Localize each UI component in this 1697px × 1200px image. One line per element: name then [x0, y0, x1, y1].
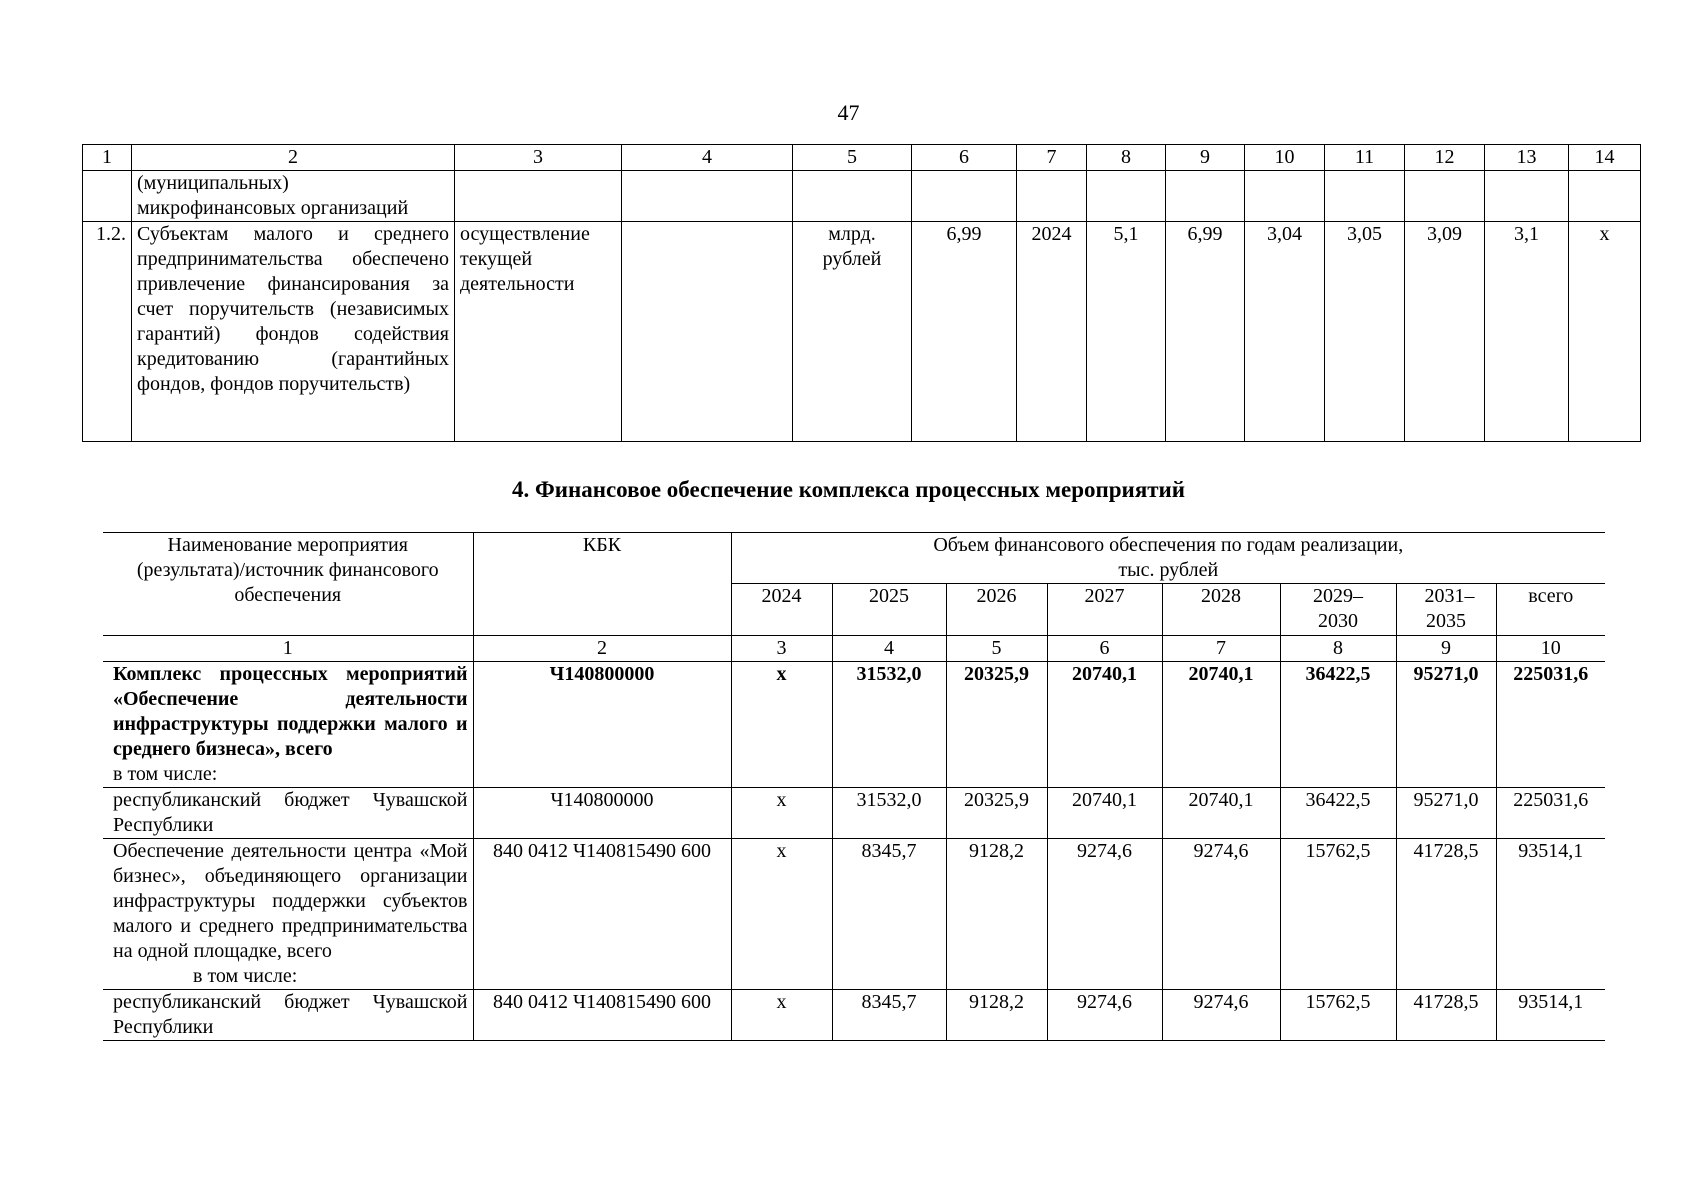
table-row — [103, 990, 1605, 1041]
kbk: 840 0412 Ч140815490 600 — [473, 839, 731, 990]
measure-title: Комплекс процессных мероприятий «Обеспечение деятельности инфраструктуры поддержки малого и среднего бизнеса», всего — [113, 663, 468, 760]
col-number: 2 — [132, 145, 455, 171]
value-cell: 20740,1 — [1047, 662, 1162, 788]
financing-table — [103, 532, 1605, 1041]
table-header-row — [103, 533, 1605, 584]
col-number: 14 — [1569, 145, 1641, 171]
value-2028: 3,05 — [1325, 222, 1405, 442]
col-number: 1 — [103, 636, 473, 662]
value-cell: 9128,2 — [946, 839, 1047, 990]
col-number: 6 — [1047, 636, 1162, 662]
year-header: 2027 — [1047, 584, 1162, 636]
col-number: 4 — [622, 145, 793, 171]
unit: млрд. рублей — [793, 222, 912, 442]
col-number: 5 — [793, 145, 912, 171]
value-cell: х — [731, 662, 832, 788]
measure-title: Обеспечение деятельности центра «Мой бизнес», объединяющего организации инфраструктуры поддержки субъектов малого и среднего предпринимательства на одной площадке, всего — [113, 840, 468, 962]
value-cell: 95271,0 — [1396, 788, 1496, 839]
col-number: 9 — [1396, 636, 1496, 662]
base-year: 2024 — [1017, 222, 1087, 442]
value-cell: 36422,5 — [1280, 662, 1396, 788]
value-2029: 3,09 — [1405, 222, 1485, 442]
year-header: 2024 — [731, 584, 832, 636]
value-cell: 15762,5 — [1280, 990, 1396, 1041]
col-number: 7 — [1017, 145, 1087, 171]
kbk: 840 0412 Ч140815490 600 — [473, 990, 731, 1041]
value-cell: 20740,1 — [1162, 788, 1280, 839]
value-cell: 8345,7 — [832, 839, 946, 990]
col-number: 4 — [832, 636, 946, 662]
value-cell: 20325,9 — [946, 788, 1047, 839]
value-cell: 41728,5 — [1396, 990, 1496, 1041]
responsible: х — [1569, 222, 1641, 442]
col-number: 6 — [912, 145, 1017, 171]
indicator-type: осуществление текущей деятельности — [455, 222, 622, 442]
value-cell: 8345,7 — [832, 990, 946, 1041]
value-cell: х — [731, 990, 832, 1041]
col-number: 7 — [1162, 636, 1280, 662]
year-header: 2028 — [1162, 584, 1280, 636]
col-number: 2 — [473, 636, 731, 662]
col-number: 13 — [1485, 145, 1569, 171]
row-number: 1.2. — [83, 222, 132, 442]
year-header: всего — [1496, 584, 1605, 636]
table-row — [83, 222, 1641, 442]
table-header-row — [83, 145, 1641, 171]
value-cell: 93514,1 — [1496, 839, 1605, 990]
value-cell: х — [731, 788, 832, 839]
table-row — [103, 788, 1605, 839]
col-number: 10 — [1245, 145, 1325, 171]
section-title: 4. Финансовое обеспечение комплекса процессных мероприятий — [511, 477, 1186, 502]
source-name: республиканский бюджет Чувашской Республики — [103, 990, 473, 1041]
year-header: 2025 — [832, 584, 946, 636]
value-2026: 6,99 — [1166, 222, 1245, 442]
kbk: Ч140800000 — [473, 662, 731, 788]
indicators-table — [82, 144, 1641, 442]
table-row — [103, 662, 1605, 788]
base-value: 6,99 — [912, 222, 1017, 442]
col-number: 8 — [1087, 145, 1166, 171]
value-cell: 225031,6 — [1496, 662, 1605, 788]
indicator-name: Субъектам малого и среднего предпринимательства обеспечено привлечение финансирования за счет поручительств (независимых гарантий) фондов содействия кредитованию (гарантийных фондов, фондов поручительств) — [132, 222, 455, 442]
value-cell: 41728,5 — [1396, 839, 1496, 990]
kbk: Ч140800000 — [473, 788, 731, 839]
value-2027: 3,04 — [1245, 222, 1325, 442]
value-cell: 31532,0 — [832, 662, 946, 788]
year-header: 2031–2035 — [1396, 584, 1496, 636]
measure-sub: в том числе: — [113, 763, 218, 785]
year-header: 2026 — [946, 584, 1047, 636]
value-cell: 9128,2 — [946, 990, 1047, 1041]
table-row — [83, 171, 1641, 222]
col-number: 12 — [1405, 145, 1485, 171]
value-cell: 9274,6 — [1162, 839, 1280, 990]
value-2030: 3,1 — [1485, 222, 1569, 442]
indicator-col4 — [622, 222, 793, 442]
header-volume: Объем финансового обеспечения по годам реализации, тыс. рублей — [731, 533, 1605, 584]
header-kbk: КБК — [473, 533, 731, 636]
value-cell: 20740,1 — [1162, 662, 1280, 788]
measure-sub: в том числе: — [193, 965, 298, 987]
indicator-name: (муниципальных) микрофинансовых организаций — [132, 171, 455, 222]
value-2025: 5,1 — [1087, 222, 1166, 442]
header-name: Наименование мероприятия (результата)/источник финансового обеспечения — [103, 533, 473, 636]
col-number: 11 — [1325, 145, 1405, 171]
value-cell: 93514,1 — [1496, 990, 1605, 1041]
col-number: 1 — [83, 145, 132, 171]
measure-name — [103, 839, 473, 990]
measure-name — [103, 662, 473, 788]
value-cell: 36422,5 — [1280, 788, 1396, 839]
value-cell: 9274,6 — [1047, 990, 1162, 1041]
value-cell: 20325,9 — [946, 662, 1047, 788]
column-numbers-row — [103, 636, 1605, 662]
value-cell: 20740,1 — [1047, 788, 1162, 839]
page-number: 47 — [837, 100, 860, 125]
col-number: 9 — [1166, 145, 1245, 171]
col-number: 3 — [455, 145, 622, 171]
value-cell: х — [731, 839, 832, 990]
value-cell: 9274,6 — [1162, 990, 1280, 1041]
col-number: 3 — [731, 636, 832, 662]
table-row — [103, 839, 1605, 990]
value-cell: 95271,0 — [1396, 662, 1496, 788]
col-number: 5 — [946, 636, 1047, 662]
value-cell: 9274,6 — [1047, 839, 1162, 990]
source-name: республиканский бюджет Чувашской Республики — [103, 788, 473, 839]
year-header: 2029–2030 — [1280, 584, 1396, 636]
col-number: 10 — [1496, 636, 1605, 662]
col-number: 8 — [1280, 636, 1396, 662]
value-cell: 225031,6 — [1496, 788, 1605, 839]
value-cell: 31532,0 — [832, 788, 946, 839]
value-cell: 15762,5 — [1280, 839, 1396, 990]
